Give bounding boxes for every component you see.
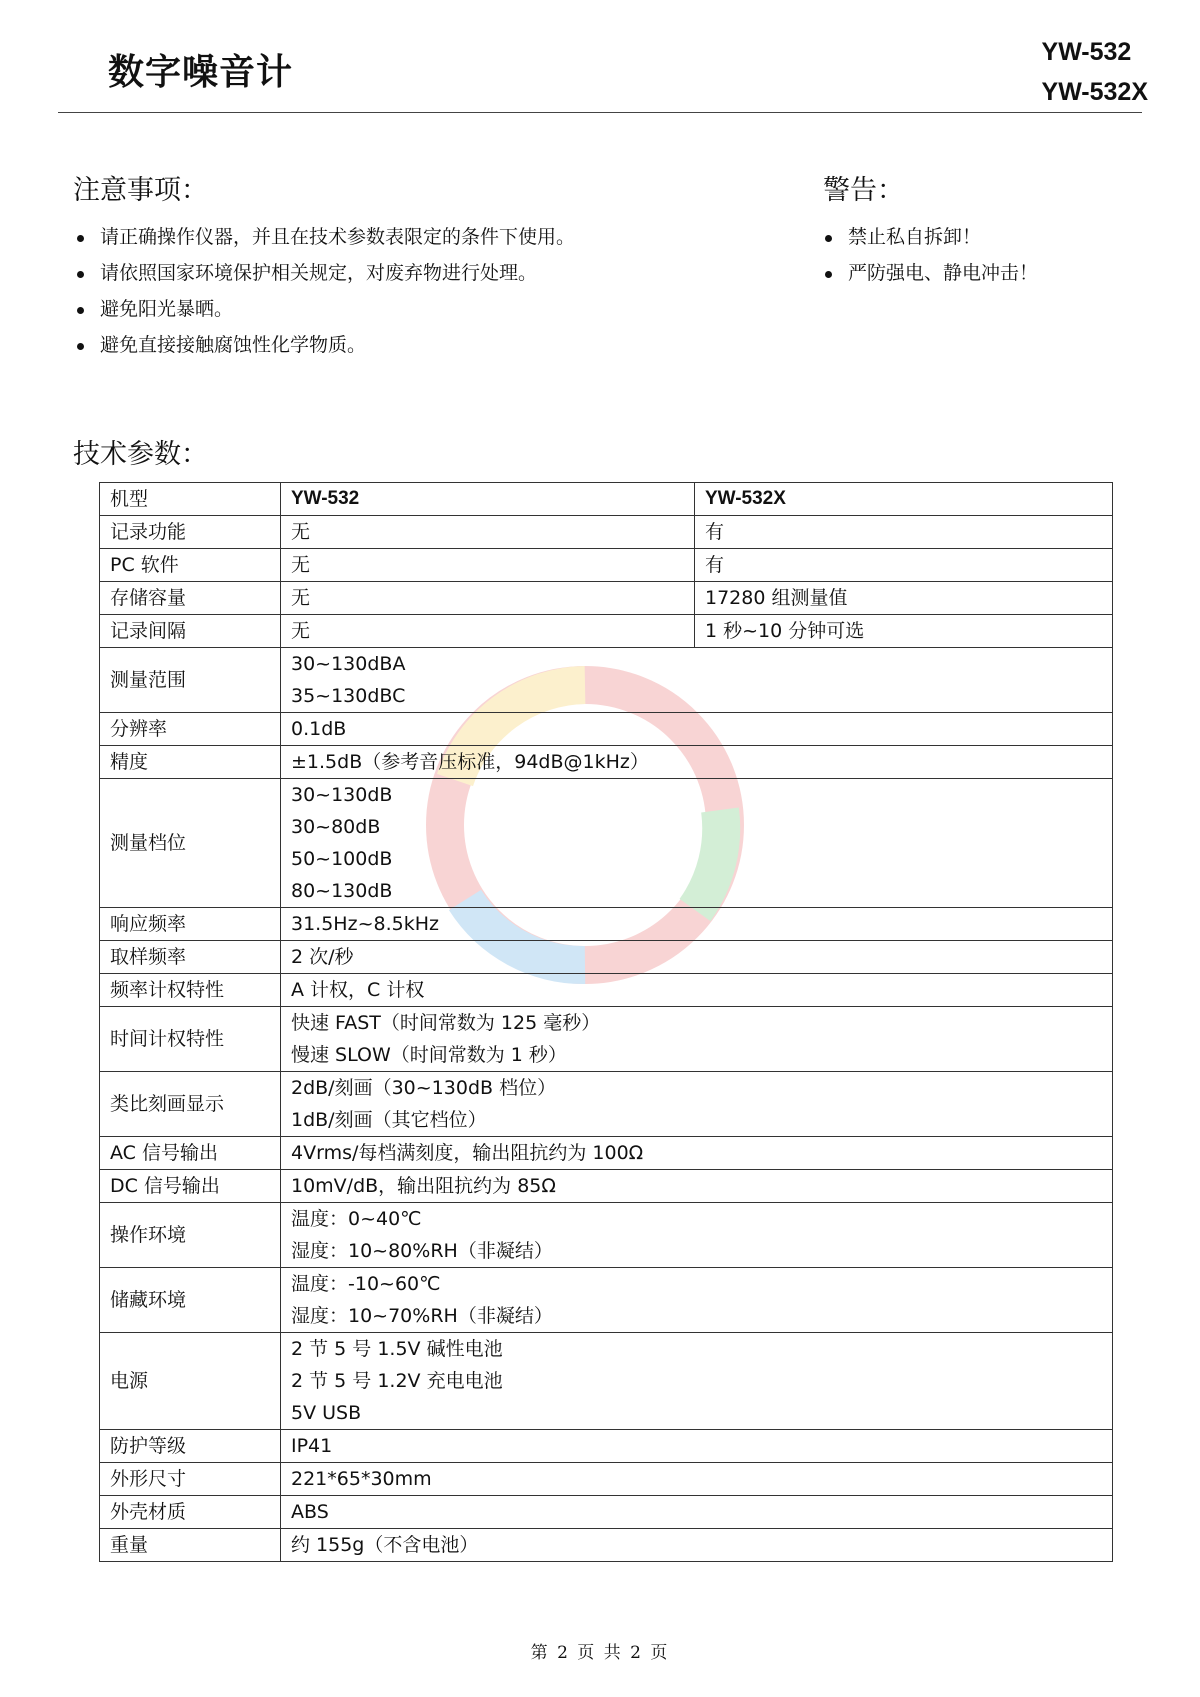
list-item: 禁止私自拆卸！	[820, 219, 1038, 255]
table-cell: 0.1dB	[281, 713, 1113, 746]
table-row	[100, 908, 1113, 941]
table-row	[100, 1430, 1113, 1463]
list-item: 请依照国家环境保护相关规定，对废弃物进行处理。	[72, 255, 575, 291]
table-row	[100, 713, 1113, 746]
table-cell: 无	[281, 615, 695, 648]
table-row	[100, 941, 1113, 974]
header-divider	[58, 112, 1142, 113]
model-number: YW-532	[1041, 38, 1132, 66]
table-cell: 无	[281, 549, 695, 582]
table-cell: YW-532X	[695, 483, 1113, 516]
table-cell: 响应频率	[100, 908, 281, 941]
table-row	[100, 483, 1113, 516]
table-cell: ABS	[281, 1496, 1113, 1529]
spec-table	[99, 482, 1113, 1562]
table-cell: 10mV/dB，输出阻抗约为 85Ω	[281, 1170, 1113, 1203]
table-row	[100, 549, 1113, 582]
table-cell: 17280 组测量值	[695, 582, 1113, 615]
table-row	[100, 1463, 1113, 1496]
table-cell: 分辨率	[100, 713, 281, 746]
table-row	[100, 1203, 1113, 1268]
table-row	[100, 1007, 1113, 1072]
table-cell: 时间计权特性	[100, 1007, 281, 1072]
table-cell: 测量档位	[100, 779, 281, 908]
table-row	[100, 1268, 1113, 1333]
table-cell: 无	[281, 582, 695, 615]
table-row	[100, 648, 1113, 713]
notes-heading: 注意事项：	[73, 175, 208, 206]
table-cell: 约 155g（不含电池）	[281, 1529, 1113, 1562]
table-cell: 4Vrms/每档满刻度，输出阻抗约为 100Ω	[281, 1137, 1113, 1170]
model-numbers	[1042, 32, 1148, 112]
table-cell: AC 信号输出	[100, 1137, 281, 1170]
table-cell: 1 秒~10 分钟可选	[695, 615, 1113, 648]
table-cell: 2 次/秒	[281, 941, 1113, 974]
list-item: 请正确操作仪器，并且在技术参数表限定的条件下使用。	[72, 219, 575, 255]
table-cell: 温度：0~40℃ 湿度：10~80%RH（非凝结）	[281, 1203, 1113, 1268]
specs-heading: 技术参数：	[73, 439, 208, 470]
table-cell: IP41	[281, 1430, 1113, 1463]
table-cell: 储藏环境	[100, 1268, 281, 1333]
table-cell: 外形尺寸	[100, 1463, 281, 1496]
table-cell: 2 节 5 号 1.5V 碱性电池 2 节 5 号 1.2V 充电电池 5V USB	[281, 1333, 1113, 1430]
table-cell: 有	[695, 549, 1113, 582]
table-cell: 取样频率	[100, 941, 281, 974]
page-footer: 第 2 页 共 2 页	[530, 1643, 670, 1663]
warnings-heading: 警告：	[823, 175, 904, 206]
table-row	[100, 1333, 1113, 1430]
table-cell: 记录功能	[100, 516, 281, 549]
table-cell: 无	[281, 516, 695, 549]
model-number: YW-532X	[1041, 78, 1148, 106]
table-row	[100, 582, 1113, 615]
table-cell: 频率计权特性	[100, 974, 281, 1007]
table-cell: 类比刻画显示	[100, 1072, 281, 1137]
table-row	[100, 516, 1113, 549]
table-cell: 2dB/刻画（30~130dB 档位） 1dB/刻画（其它档位）	[281, 1072, 1113, 1137]
table-row	[100, 1496, 1113, 1529]
table-row	[100, 615, 1113, 648]
warnings-list	[820, 219, 1038, 291]
table-row	[100, 1529, 1113, 1562]
table-cell: 防护等级	[100, 1430, 281, 1463]
table-row	[100, 974, 1113, 1007]
table-cell: A 计权，C 计权	[281, 974, 1113, 1007]
table-cell: 温度：-10~60℃ 湿度：10~70%RH（非凝结）	[281, 1268, 1113, 1333]
table-row	[100, 779, 1113, 908]
table-cell: 重量	[100, 1529, 281, 1562]
table-cell: 31.5Hz~8.5kHz	[281, 908, 1113, 941]
table-cell: 快速 FAST（时间常数为 125 毫秒） 慢速 SLOW（时间常数为 1 秒）	[281, 1007, 1113, 1072]
table-cell: PC 软件	[100, 549, 281, 582]
document-title: 数字噪音计	[108, 52, 294, 93]
table-cell: 存储容量	[100, 582, 281, 615]
table-cell: 机型	[100, 483, 281, 516]
table-cell: 有	[695, 516, 1113, 549]
table-cell: 外壳材质	[100, 1496, 281, 1529]
table-cell: 精度	[100, 746, 281, 779]
table-row	[100, 1072, 1113, 1137]
table-cell: 电源	[100, 1333, 281, 1430]
table-cell: 221*65*30mm	[281, 1463, 1113, 1496]
table-cell: 30~130dB 30~80dB 50~100dB 80~130dB	[281, 779, 1113, 908]
table-cell: DC 信号输出	[100, 1170, 281, 1203]
table-cell: YW-532	[281, 483, 695, 516]
table-cell: 测量范围	[100, 648, 281, 713]
table-row	[100, 1137, 1113, 1170]
table-row	[100, 1170, 1113, 1203]
list-item: 严防强电、静电冲击！	[820, 255, 1038, 291]
table-cell: 30~130dBA 35~130dBC	[281, 648, 1113, 713]
table-cell: 记录间隔	[100, 615, 281, 648]
table-cell: 操作环境	[100, 1203, 281, 1268]
notes-list	[72, 219, 575, 363]
list-item: 避免阳光暴晒。	[72, 291, 575, 327]
table-row	[100, 746, 1113, 779]
list-item: 避免直接接触腐蚀性化学物质。	[72, 327, 575, 363]
table-cell: ±1.5dB（参考音压标准，94dB@1kHz）	[281, 746, 1113, 779]
